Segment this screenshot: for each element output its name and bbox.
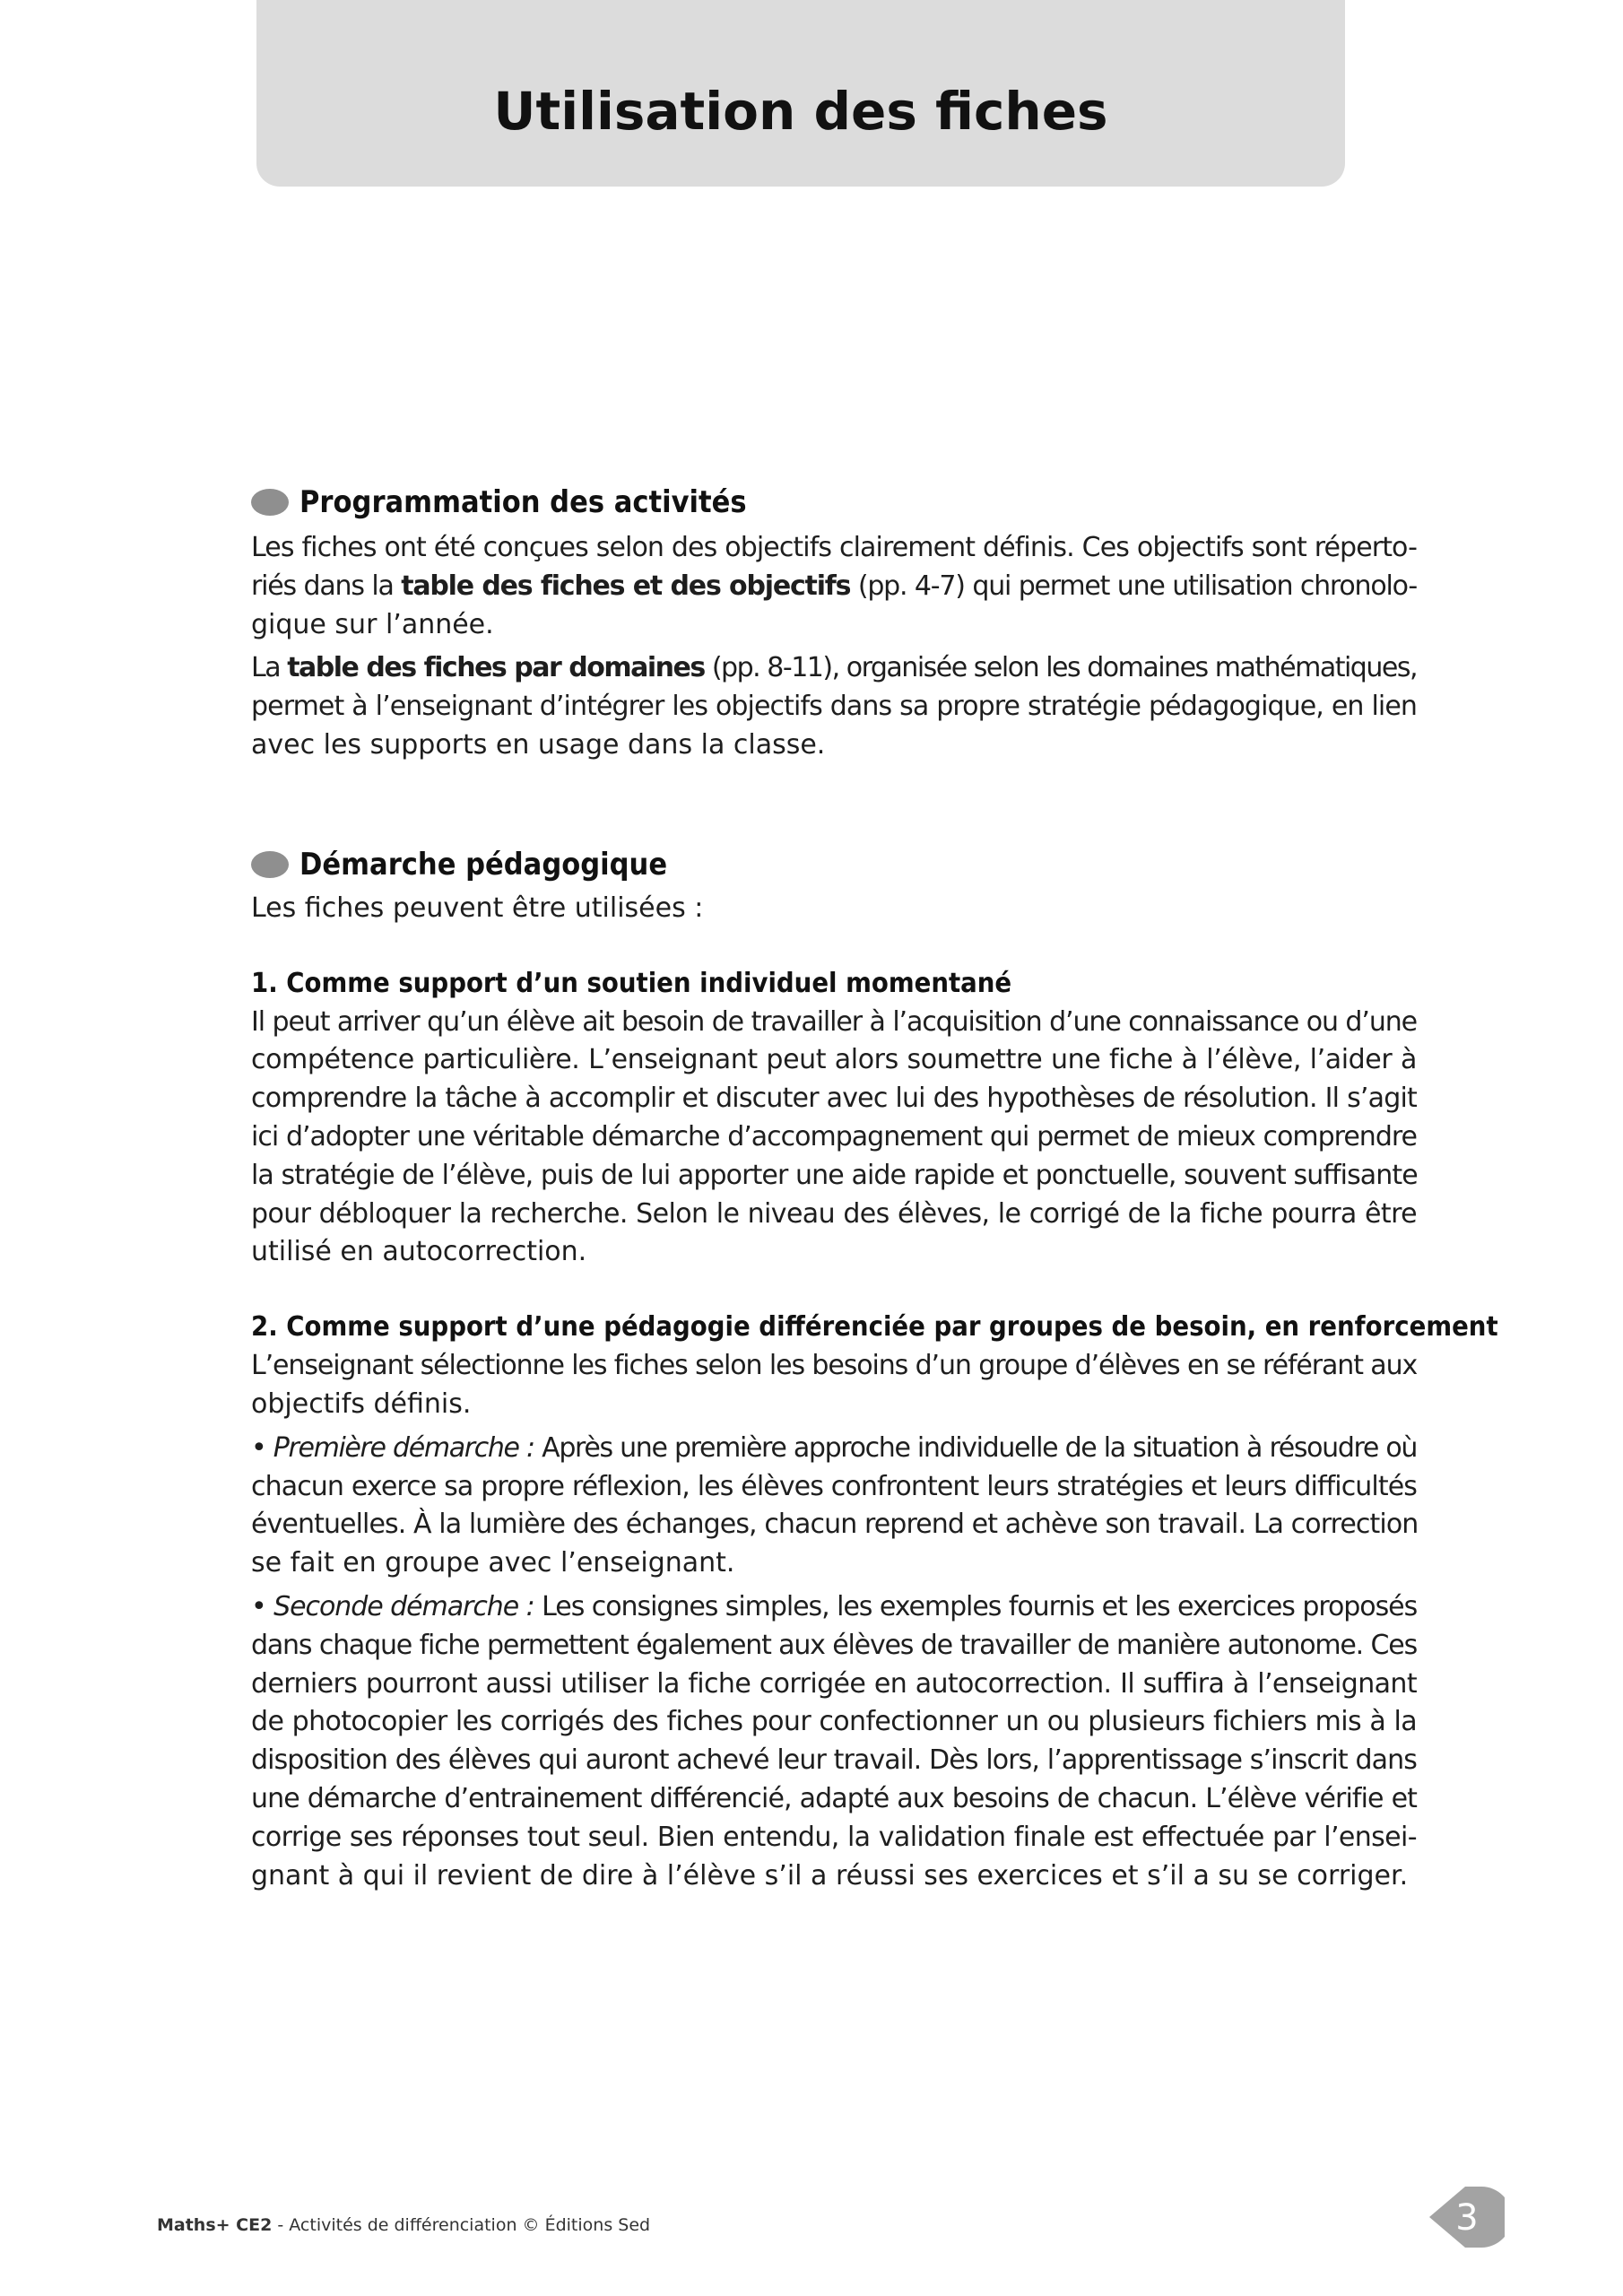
text-line: dans chaque fiche permettent également aux élèves de travailler de manière autonome. Ces [251, 1629, 1417, 1661]
subheading-soutien-individuel [251, 962, 1417, 1005]
text-line: la stratégie de l’élève, puis de lui apporter une aide rapide et ponctuelle, souvent suffisante [251, 1159, 1418, 1191]
section-heading-programmation [251, 477, 1417, 527]
footer-brand: Maths+ CE2 [157, 2215, 273, 2235]
bold-reference-table-domaines: table des fiches par domaines [287, 652, 705, 684]
text-line [251, 568, 1417, 606]
text-fragment: (pp. 8-11), organisée selon les domaines mathématiques, [704, 652, 1417, 684]
text-line: chacun exerce sa propre réflexion, les élèves confrontent leurs stratégies et leurs difficultés [251, 1470, 1417, 1502]
paragraph-pedagogie-intro [251, 1347, 1417, 1424]
paragraph-demarche-intro [251, 890, 1417, 928]
text-line: ici d’adopter une véritable démarche d’accompagnement qui permet de mieux comprendre [251, 1120, 1417, 1152]
paragraph-programmation-2 [251, 649, 1417, 764]
paragraph-premiere-demarche [251, 1430, 1417, 1583]
subheading-text: 2. Comme support d’une pédagogie différenciée par groupes de besoin, en renforcement [251, 1311, 1498, 1344]
section-heading-text: Programmation des activités [299, 484, 747, 520]
text-line: gnant à qui il revient de dire à l’élève s’il a réussi ses exercices et s’il a su se corriger. [251, 1859, 1409, 1892]
text-line: de photocopier les corrigés des fiches pour confectionner un ou plusieurs fichiers mis à la [251, 1706, 1417, 1738]
label-premiere-demarche: • Première démarche : [251, 1431, 534, 1464]
footer-credit-text: - Activités de différenciation © Éditions Sed [272, 2215, 651, 2235]
text-line: pour débloquer la recherche. Selon le niveau des élèves, le corrigé de la fiche pourra être [251, 1197, 1417, 1230]
bold-reference-table-objectifs: table des fiches et des objectifs [401, 570, 851, 602]
text-line: objectifs définis. [251, 1387, 472, 1420]
text-line: compétence particulière. L’enseignant peut alors soumettre une fiche à l’élève, l’aider à [251, 1044, 1417, 1076]
title-banner [256, 0, 1345, 187]
subheading-pedagogie-differenciee [251, 1306, 1498, 1349]
text-line [251, 1430, 1417, 1468]
bullet-dot-icon [251, 851, 289, 878]
section-heading-demarche [251, 839, 1417, 890]
subheading-text: 1. Comme support d’un soutien individuel momentané [251, 967, 1012, 999]
text-line: utilisé en autocorrection. [251, 1236, 587, 1268]
section-demarche [251, 839, 1498, 1896]
text-fragment: (pp. 4-7) qui permet une utilisation chronolo- [850, 570, 1417, 602]
footer-credit [157, 2215, 650, 2235]
text-line: Les fiches peuvent être utilisées : [251, 891, 704, 924]
main-content [251, 477, 1498, 1895]
text-line: une démarche d’entrainement différencié, adapté aux besoins de chacun. L’élève vérifie et [251, 1782, 1417, 1814]
text-line: Il peut arriver qu’un élève ait besoin de travailler à l’acquisition d’une connaissance ou d’une [251, 1005, 1417, 1038]
text-fragment: riés dans la [251, 570, 402, 602]
text-line: se fait en groupe avec l’enseignant. [251, 1547, 735, 1579]
section-heading-text: Démarche pédagogique [299, 846, 668, 883]
text-line: comprendre la tâche à accomplir et discuter avec lui des hypothèses de résolution. Il s’agit [251, 1083, 1417, 1115]
text-line: disposition des élèves qui auront achevé leur travail. Dès lors, l’apprentissage s’inscrit dans [251, 1744, 1417, 1777]
text-line [251, 1588, 1417, 1627]
text-line: avec les supports en usage dans la classe. [251, 728, 826, 761]
text-fragment: Les consignes simples, les exemples fournis et les exercices proposés [534, 1590, 1418, 1622]
paragraph-seconde-demarche [251, 1588, 1417, 1895]
text-line: corrige ses réponses tout seul. Bien entendu, la validation finale est effectuée par l’ensei- [251, 1821, 1417, 1853]
text-line: éventuelles. À la lumière des échanges, chacun reprend et achève son travail. La correction [251, 1509, 1419, 1541]
label-seconde-demarche: • Seconde démarche : [251, 1590, 534, 1622]
bullet-dot-icon [251, 489, 289, 516]
page-number-tab [1419, 2183, 1505, 2251]
text-line: permet à l’enseignant d’intégrer les objectifs dans sa propre stratégie pédagogique, en lien [251, 691, 1417, 723]
section-programmation [251, 477, 1417, 765]
text-line [251, 649, 1417, 688]
text-line: gique sur l’année. [251, 608, 494, 640]
paragraph-programmation-1 [251, 529, 1417, 644]
text-line: Les fiches ont été conçues selon des objectifs clairement définis. Ces objectifs sont réperto- [251, 532, 1417, 563]
page-number: 3 [1455, 2197, 1479, 2239]
paragraph-soutien-individuel [251, 1004, 1417, 1273]
text-fragment: La [251, 652, 288, 684]
text-line: L’enseignant sélectionne les fiches selon les besoins d’un groupe d’élèves en se référant aux [251, 1350, 1418, 1382]
text-line: derniers pourront aussi utiliser la fiche corrigée en autocorrection. Il suffira à l’enseignant [251, 1667, 1417, 1700]
page-title: Utilisation des fiches [493, 81, 1108, 142]
text-fragment: Après une première approche individuelle de la situation à résoudre où [534, 1431, 1418, 1464]
